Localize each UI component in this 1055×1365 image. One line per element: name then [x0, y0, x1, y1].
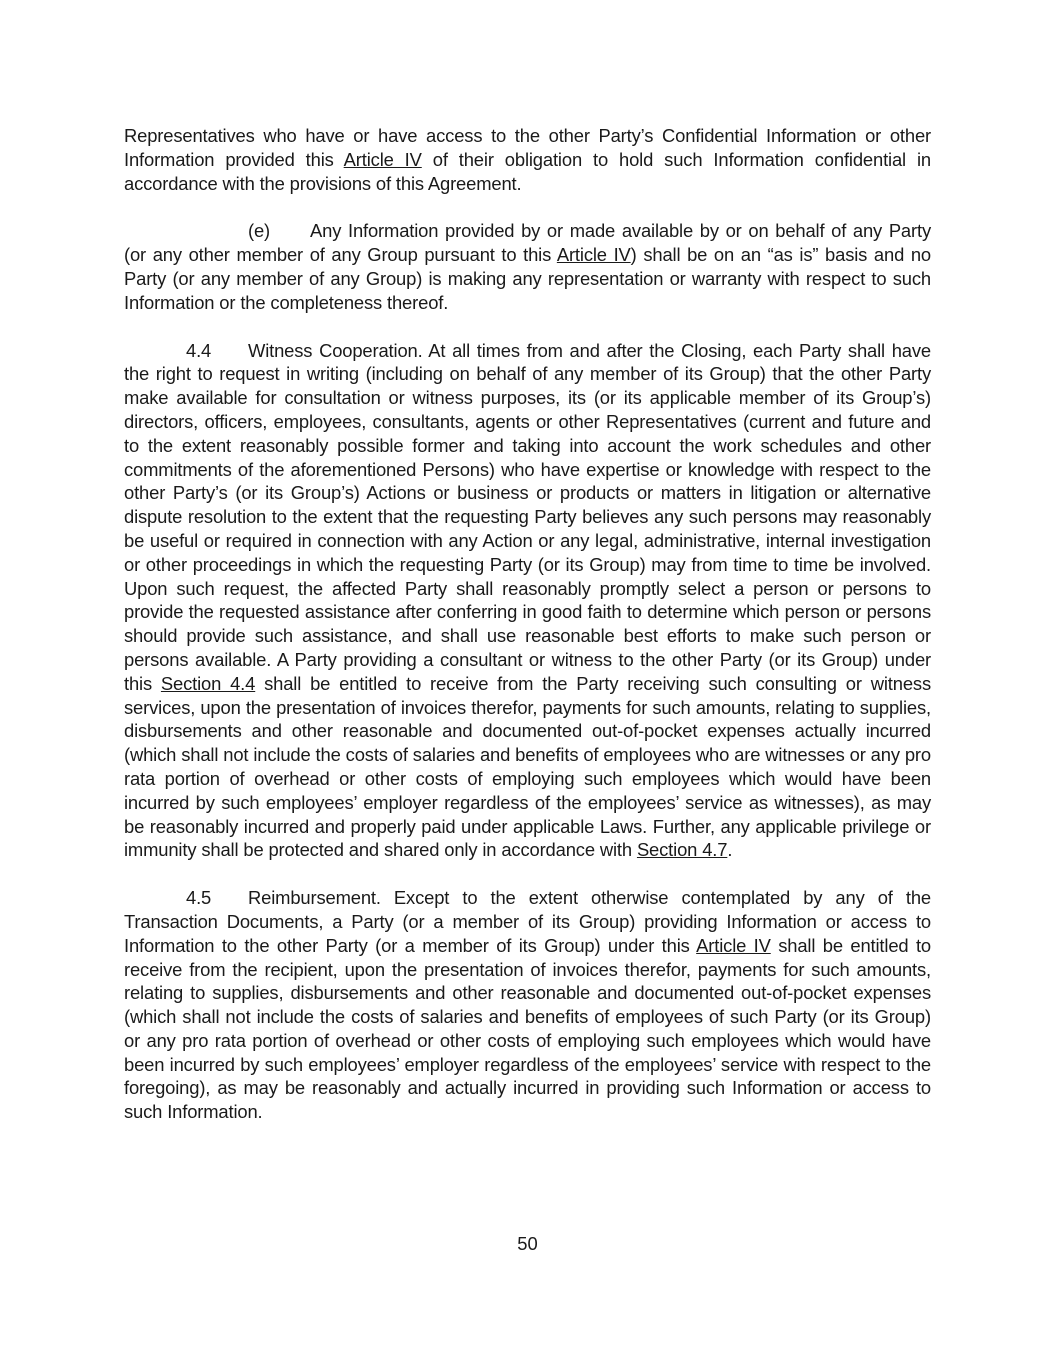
text-run: . — [727, 839, 733, 861]
page-number: 50 — [517, 1233, 538, 1254]
article-iv-reference: Article IV — [556, 244, 631, 266]
text-run: At all times from and after the Closing, each Party shall have the right to request in writing (including on behalf of any member of its Group) that the other Party make available for consultation or witness purposes, its (or its applicable member of its Group’s) directors, officers, employees, consultants, agents or other Representatives (current and future and to the extent reasonably possible former and taking into account the work schedules and other commitments of the aforementioned Persons) who have expertise or knowledge with respect to the other Party’s (or its Group’s) Actions or business or products or matters in litigation or alternative dispute resolution to the extent that the requesting Party believes any such persons may reasonably be useful or required in connection with any Action or any legal, administrative, internal investigation or other proceedings in which the requesting Party (or its Group) may from time to time be involved. Upon such request, the affected Party shall reasonably promptly select a person or persons to provide the requested assistance after conferring in good faith to determine which person or persons should provide such assistance, and shall use reasonable best efforts to make such person or persons available. A Party providing a consultant or witness to the other Party (or its Group) under this — [124, 339, 931, 694]
section-number: 4.5 — [186, 887, 212, 909]
text-run: Except to the extent otherwise contemplated by any of the Transaction Documents, a Party (or a member of its Group) providing Information or access to Information to the other Party (or a member of its Group) under this — [124, 887, 931, 956]
section-heading: Reimbursement. — [248, 887, 381, 909]
text-run: Representatives who have or have access to the other Party’s Confidential Information or other Information provided this — [124, 125, 931, 170]
article-iv-reference: Article IV — [343, 148, 422, 170]
section-heading: Witness Cooperation. — [248, 339, 423, 361]
article-iv-reference: Article IV — [696, 934, 771, 956]
document-body — [124, 124, 931, 1148]
text-run: shall be entitled to receive from the recipient, upon the presentation of invoices therefor, payments for such amounts, relating to supplies, disbursements and other reasonable and documented out-of-pocket expenses (which shall not include the costs of salaries and benefits of employees of such Party (or its Group) or any pro rata portion of overhead or other costs of employing such employees which would have been incurred by such employees’ employer regardless of the employees’ service with respect to the foregoing), as may be reasonably and actually incurred in providing such Information or access to such Information. — [124, 934, 931, 1123]
section-4-5 — [124, 886, 931, 1124]
text-run: shall be entitled to receive from the Party receiving such consulting or witness services, upon the presentation of invoices therefor, payments for such amounts, relating to supplies, disbursements and other reasonable and documented out-of-pocket expenses actually incurred (which shall not include the costs of salaries and benefits of employees who are witnesses or any pro rata portion of overhead or other costs of employing such employees which would have been incurred by such employees’ employer regardless of the employees’ service as witnesses), as may be reasonably incurred and properly paid under applicable Laws. Further, any applicable privilege or immunity shall be protected and shared only in accordance with — [124, 672, 931, 861]
subsection-label: (e) — [248, 220, 271, 242]
section-4-4-reference: Section 4.4 — [160, 672, 256, 694]
text-run: of their obligation to hold such Information confidential in accordance with the provisions of this Agreement. — [124, 148, 931, 194]
text-run: Any Information provided by or made available by or on behalf of any Party (or any other member of any Group pursuant to this — [124, 220, 931, 266]
section-number: 4.4 — [186, 339, 212, 361]
text-run: ) shall be on an “as is” basis and no Party (or any member of any Group) is making any representation or warranty with respect to such Information or the completeness thereof. — [124, 244, 931, 313]
paragraph-continuation — [124, 124, 931, 195]
subsection-e — [124, 219, 931, 314]
section-4-7-reference: Section 4.7 — [636, 839, 728, 861]
section-4-4 — [124, 339, 931, 863]
